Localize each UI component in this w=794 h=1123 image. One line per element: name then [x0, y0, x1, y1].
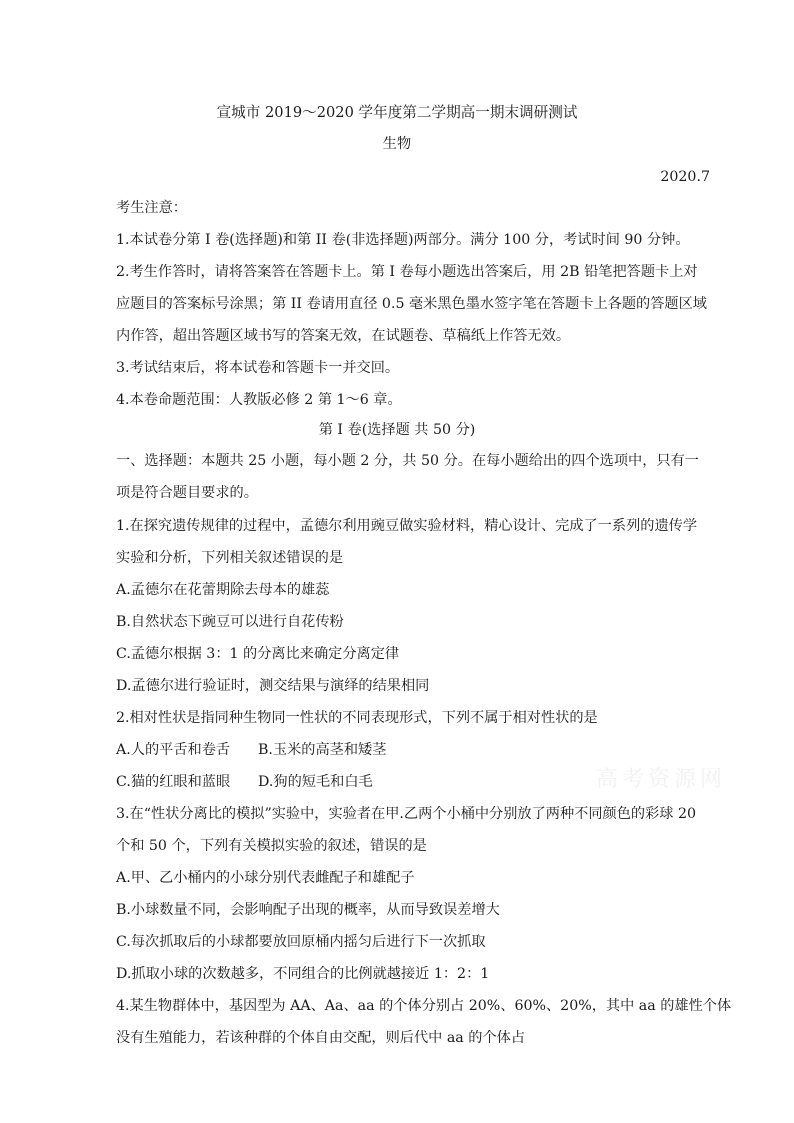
question-3-option-b: B.小球数量不同，会影响配子出现的概率，从而导致误差增大 [116, 902, 500, 918]
exam-title: 宣城市 2019～2020 学年度第二学期高一期末调研测试 [216, 104, 578, 121]
watermark: 高考资源网 [596, 767, 727, 792]
question-1-stem: 1.在探究遗传规律的过程中，孟德尔利用豌豆做实验材料，精心设计、完成了一系列的遗传学 [116, 518, 698, 534]
exam-subject: 生物 [382, 136, 412, 152]
question-1-option-a: A.孟德尔在花蕾期除去母本的雄蕊 [116, 582, 330, 598]
question-1-option-c: C.孟德尔根据 3：1 的分离比来确定分离定律 [116, 646, 400, 662]
question-2-option-c: C.猫的红眼和蓝眼 [116, 774, 231, 790]
notice-heading: 考生注意： [116, 200, 187, 216]
question-2-option-b: B.玉米的高茎和矮茎 [258, 742, 387, 758]
question-1-option-d: D.孟德尔进行验证时，测交结果与演绎的结果相同 [116, 678, 430, 694]
notice-item: 1.本试卷分第 I 卷(选择题)和第 II 卷(非选择题)两部分。满分 100 分，考试时间 90 分钟。 [116, 232, 690, 248]
question-3-stem: 3.在“性状分离比的模拟”实验中，实验者在甲.乙两个小桶中分别放了两种不同颜色的彩球 20 [116, 806, 697, 822]
question-2-stem: 2.相对性状是指同种生物同一性状的不同表现形式，下列不属于相对性状的是 [116, 710, 598, 726]
notice-item: 应题目的答案标号涂黑；第 II 卷请用直径 0.5 毫米黑色墨水签字笔在答题卡上各题的答题区域 [116, 296, 707, 312]
question-1-option-b: B.自然状态下豌豆可以进行自花传粉 [116, 614, 344, 630]
question-3-option-a: A.甲、乙小桶内的小球分别代表雌配子和雄配子 [116, 870, 415, 886]
question-1-stem: 实验和分析，下列相关叙述错误的是 [116, 550, 344, 566]
notice-item: 2.考生作答时，请将答案答在答题卡上。第 I 卷每小题选出答案后，用 2B 铅笔把答题卡上对 [116, 264, 698, 280]
question-4-stem: 4.某生物群体中，基因型为 AA、Aa、aa 的个体分别占 20%、60%、20%，其中 aa 的雄性个体 [116, 998, 732, 1014]
notice-item: 4.本卷命题范围：人教版必修 2 第 1～6 章。 [116, 392, 402, 408]
question-3-stem: 个和 50 个，下列有关模拟实验的叙述，错误的是 [116, 838, 427, 854]
section-intro: 一、选择题：本题共 25 小题，每小题 2 分，共 50 分。在每小题给出的四个选项中，只有一 [116, 453, 699, 469]
notice-item: 3.考试结束后，将本试卷和答题卡一并交回。 [116, 360, 400, 376]
exam-date: 2020.7 [660, 169, 710, 185]
notice-item: 内作答，超出答题区域书写的答案无效，在试题卷、草稿纸上作答无效。 [116, 328, 571, 344]
question-2-option-d: D.狗的短毛和白毛 [258, 774, 373, 790]
question-2-option-a: A.人的平舌和卷舌 [116, 742, 231, 758]
question-3-option-c: C.每次抓取后的小球都要放回原桶内摇匀后进行下一次抓取 [116, 934, 486, 950]
question-3-option-d: D.抓取小球的次数越多，不同组合的比例就越接近 1：2：1 [116, 966, 490, 982]
section-title: 第 I 卷(选择题 共 50 分) [318, 422, 476, 438]
question-4-stem: 没有生殖能力，若该种群的个体自由交配，则后代中 aa 的个体占 [116, 1030, 526, 1046]
section-intro: 项是符合题目要求的。 [116, 485, 258, 501]
